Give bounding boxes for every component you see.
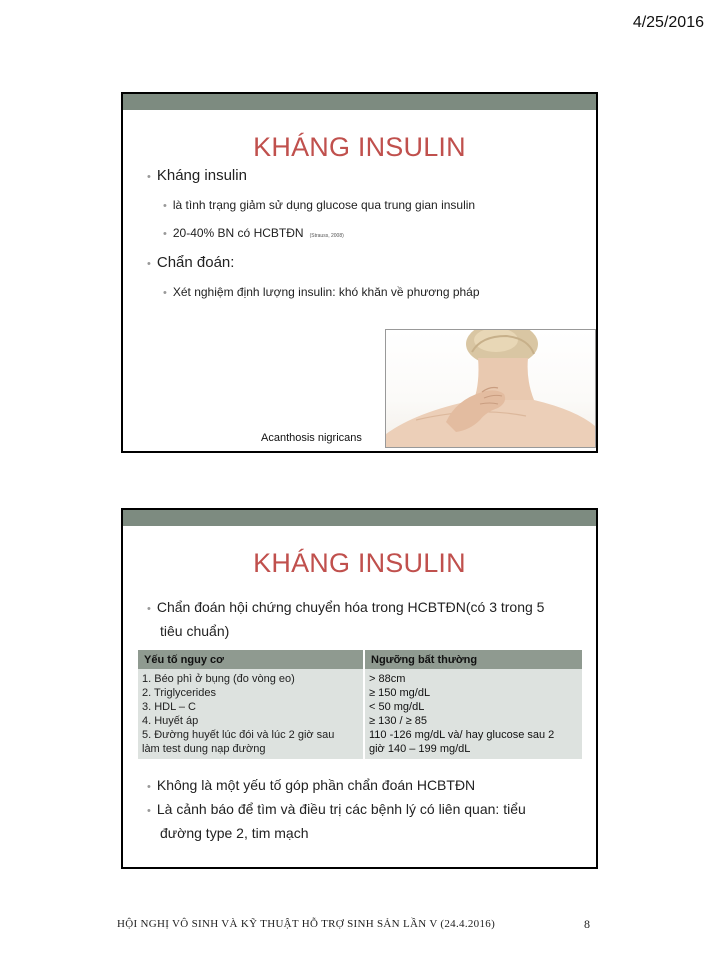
bullet-dot-icon: • bbox=[163, 200, 167, 212]
page-footer: HỘI NGHỊ VÔ SINH VÀ KỸ THUẬT HỖ TRỢ SINH SẢN LẦN V (24.4.2016) bbox=[117, 918, 496, 930]
slide-top-bar bbox=[123, 94, 596, 110]
bullet-diagnosis-intro: • Chẩn đoán hội chứng chuyển hóa trong HCBTĐN(có 3 trong 5 tiêu chuẩn) bbox=[147, 599, 545, 639]
page-number: 8 bbox=[584, 917, 590, 931]
risk-factor-cell: 1. Béo phì ở bụng (đo vòng eo) 2. Triglycerides 3. HDL – C 4. Huyết áp 5. Đường huyết lúc đói và lúc 2 giờ sau làm test dung nạp đường bbox=[138, 669, 364, 759]
sub-bullet-test: • Xét nghiệm định lượng insulin: khó khăn về phương pháp bbox=[163, 285, 480, 299]
neck-photo bbox=[385, 329, 596, 448]
table-row bbox=[138, 669, 583, 759]
bullet-khang-insulin: • Kháng insulin bbox=[147, 167, 247, 184]
threshold-cell: > 88cm ≥ 150 mg/dL < 50 mg/dL ≥ 130 / ≥ 85 110 -126 mg/dL và/ hay glucose sau 2 giờ 140 – 199 mg/dL bbox=[364, 669, 583, 759]
photo-caption: Acanthosis nigricans bbox=[261, 432, 362, 444]
bullet-dot-icon: • bbox=[147, 258, 151, 270]
bullet-dot-icon: • bbox=[163, 228, 167, 240]
bullet-chan-doan: • Chẩn đoán: bbox=[147, 254, 235, 271]
slide-title: KHÁNG INSULIN bbox=[253, 548, 466, 578]
slide-1 bbox=[121, 92, 598, 453]
sub-bullet-prevalence: • 20-40% BN có HCBTĐN (Strauss, 2008) bbox=[163, 226, 344, 240]
page-date: 4/25/2016 bbox=[632, 14, 704, 31]
bullet-dot-icon: • bbox=[163, 287, 167, 299]
neck-photo-illustration bbox=[386, 330, 595, 447]
slide-title: KHÁNG INSULIN bbox=[253, 132, 466, 162]
criteria-table bbox=[138, 650, 584, 759]
bullet-warning: • Là cảnh báo để tìm và điều trị các bệnh lý có liên quan: tiểu đường type 2, tim mạch bbox=[147, 801, 526, 841]
table-header-risk-factor: Yếu tố nguy cơ bbox=[138, 650, 364, 669]
bullet-not-factor: • Không là một yếu tố góp phần chẩn đoán HCBTĐN bbox=[147, 777, 476, 793]
slide-top-bar bbox=[123, 510, 596, 526]
bullet-dot-icon: • bbox=[147, 781, 151, 793]
bullet-dot-icon: • bbox=[147, 805, 151, 817]
slide-2 bbox=[121, 508, 598, 869]
bullet-dot-icon: • bbox=[147, 171, 151, 183]
citation: (Strauss, 2008) bbox=[309, 233, 344, 239]
bullet-dot-icon: • bbox=[147, 603, 151, 615]
table-header-threshold: Ngưỡng bất thường bbox=[364, 650, 583, 669]
sub-bullet-definition: • là tình trạng giảm sử dụng glucose qua trung gian insulin bbox=[163, 198, 476, 212]
